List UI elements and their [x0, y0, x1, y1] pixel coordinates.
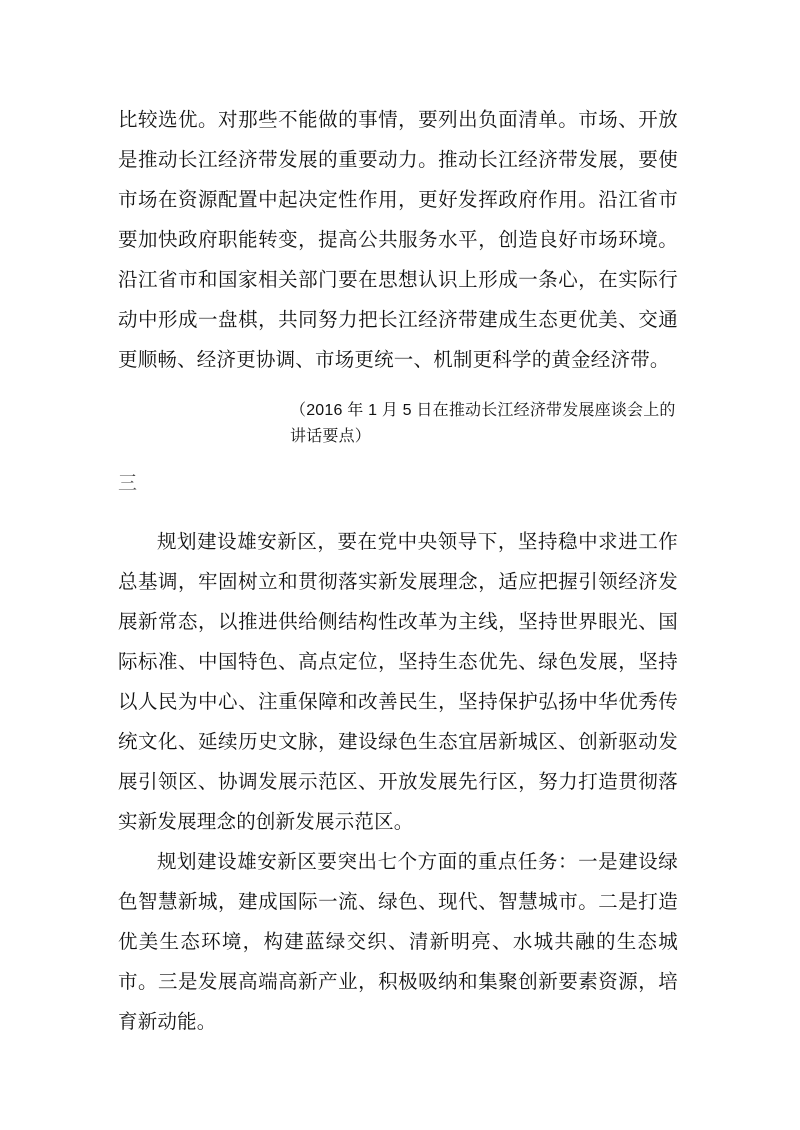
paragraph-continued: 比较选优。对那些不能做的事情，要列出负面清单。市场、开放是推动长江经济带发展的重要动力。推动长江经济带发展，要使市场在资源配置中起决定性作用，更好发挥政府作用。沿江省市要加快政府职能转变，提高公共服务水平，创造良好市场环境。沿江省市和国家相关部门要在思想认识上形成一条心，在实际行动中形成一盘棋，共同努力把长江经济带建成生态更优美、交通更顺畅、经济更协调、市场更统一、机制更科学的黄金经济带。 — [118, 109, 678, 371]
section-number: 三 — [118, 473, 138, 494]
paragraph-body-2: 规划建设雄安新区要突出七个方面的重点任务：一是建设绿色智慧新城，建成国际一流、绿色、现代、智慧城市。二是打造优美生态环境，构建蓝绿交织、清新明亮、水城共融的生态城市。三是发展高端高新产业，积极吸纳和集聚创新要素资源，培育新动能。 — [118, 851, 678, 1033]
paragraph-body-1: 规划建设雄安新区，要在党中央领导下，坚持稳中求进工作总基调，牢固树立和贯彻落实新发展理念，适应把握引领经济发展新常态，以推进供给侧结构性改革为主线，坚持世界眼光、国际标准、中国特色、高点定位，坚持生态优先、绿色发展，坚持以人民为中心、注重保障和改善民生，坚持保护弘扬中华优秀传统文化、延续历史文脉，建设绿色生态宜居新城区、创新驱动发展引领区、协调发展示范区、开放发展先行区，努力打造贯彻落实新发展理念的创新发展示范区。 — [118, 531, 678, 833]
speech-source-note: （2016 年 1 月 5 日在推动长江经济带发展座谈会上的讲话要点） — [290, 402, 676, 445]
spacer — [118, 504, 678, 522]
page-content — [118, 100, 678, 1042]
